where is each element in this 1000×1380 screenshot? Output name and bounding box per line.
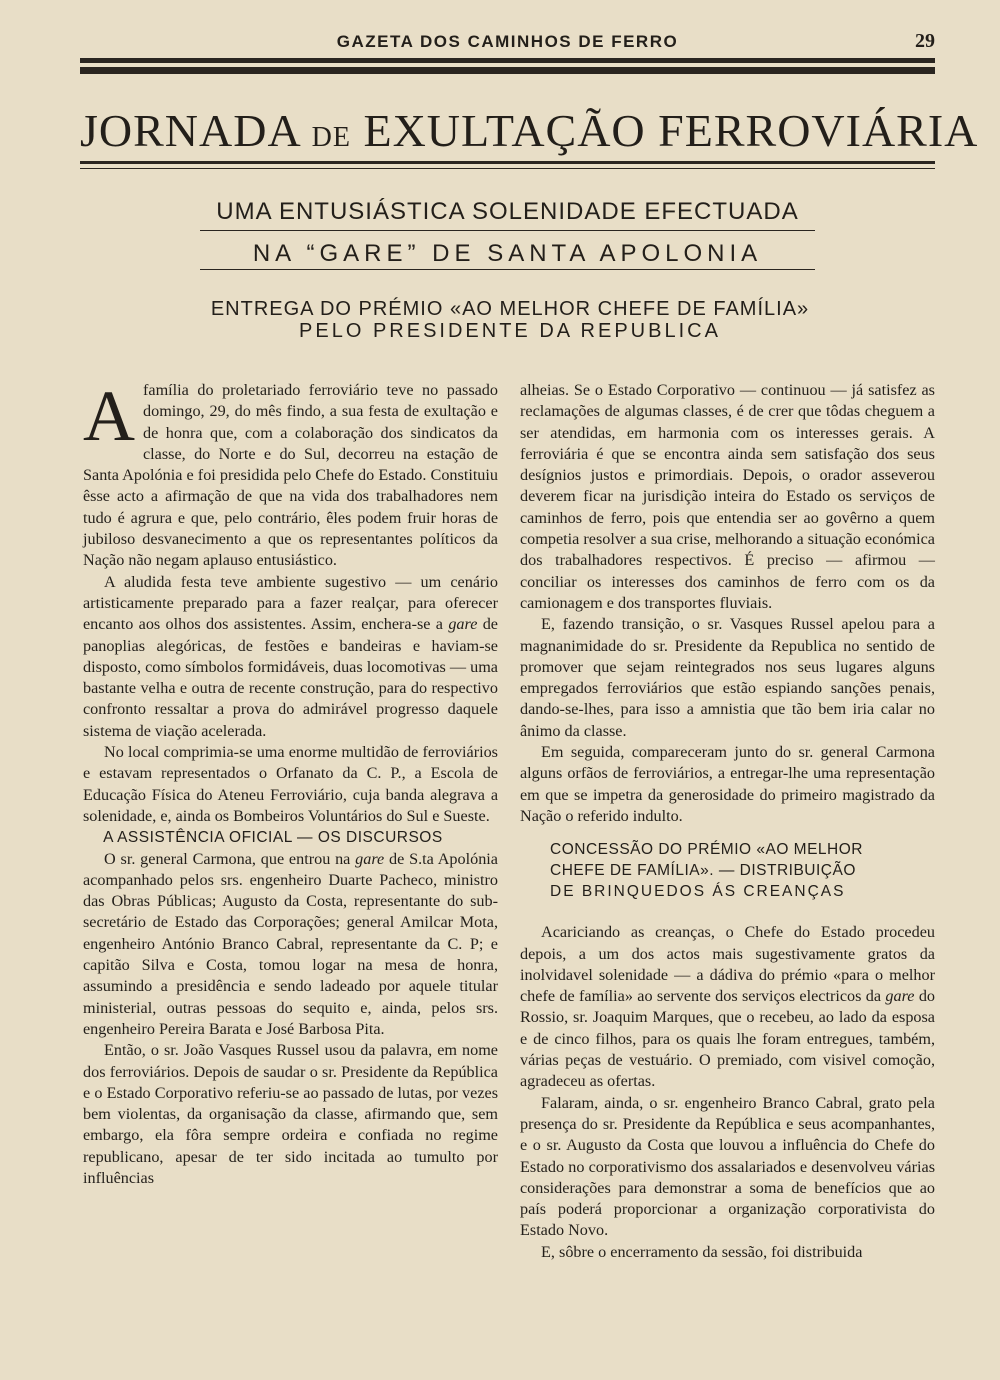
paragraph-9: Falaram, ainda, o sr. engenheiro Branco Cabral, grato pela presença do sr. Presidente da República e seus acompanhantes, e o sr. Augusto da Costa que louvou a influência do Chefe do Estado no corporativismo dos assalariados e desenvolveu várias considerações para demonstrar a soma de benefícios que ao país poderá proporcionar a organização corporativista do Estado Novo. — [520, 1093, 935, 1240]
title-rule-thick — [80, 161, 935, 164]
subtitle-line-2: NA “GARE” DE SANTA APOLONIA — [252, 240, 763, 267]
paragraph-4: O sr. general Carmona, que entrou na gare de S.ta Apolónia acompanhado pelos srs. engenheiro Duarte Pacheco, ministro das Obras Públicas; Augusto da Costa, representante do sub-secretário de Estado das Corporações; general Amilcar Mota, engenheiro António Branco Cabral, representante da C. P; e capitão Silva e Costa, tomou logar na mesa de honra, assumindo a presidência e sendo ladeado por aquele titular ministerial, outras pessoas do sequito e, ainda, pelos srs. engenheiro Pereira Barata e José Barbosa Pita. — [83, 849, 498, 1038]
header-rule-bottom — [80, 67, 935, 74]
subtitle-line-1: UMA ENTUSIÁSTICA SOLENIDADE EFECTUADA — [216, 198, 799, 225]
section-heading-concessao — [550, 839, 935, 902]
heading-line-1: CONCESSÃO DO PRÉMIO «AO MELHOR — [550, 841, 863, 859]
paragraph-continuation: alheias. Se o Estado Corporativo — continuou — já satisfez as reclamações de algumas classes, é de crer que tôdas cheguem a ser atendidas, em harmonia com os interesses gerais. A ferroviária é que se encontra ainda sem satisfação dos seus desígnios justos e primordiais. Depois, o orador asseverou deverem ficar na jurisdição inteira do Estado os serviços de caminhos de ferro, pois que entendia ser ao govêrno a quem competia resolver a sua crise, melhorando a situação económica dos trabalhadores respectivos. É preciso — afirmou — conciliar os interesses dos caminhos de ferro com os da camionagem e dos transportes fluviais. — [520, 381, 935, 612]
paragraph-7: Em seguida, compareceram junto do sr. general Carmona alguns orfãos de ferroviários, a entregar-lhe uma representação em que se impetra da generosidade do primeiro magistrado da Nação o referido indulto. — [520, 743, 935, 825]
header-rule-top — [80, 58, 935, 63]
title-part-2: EXULTAÇÃO FERROVIÁRIA — [363, 105, 979, 156]
right-column — [520, 380, 935, 1263]
paragraph-10: E, sôbre o encerramento da sessão, foi distribuida — [541, 1242, 863, 1261]
deck-line-2: PELO PRESIDENTE DA REPUBLICA — [299, 320, 721, 342]
paragraph-1: Afamília do proletariado ferroviário teve no passado domingo, 29, do mês findo, a sua festa de exultação e de honra que, com a colaboração dos sindicatos da classe, do Norte e do Sul, decorreu na estação de Santa Apolónia e foi presidida pelo Chefe do Estado. Constituiu êsse acto a afirmação de que na vida dos trabalhadores nem tudo é agrura e que, pelo contrário, êles podem fruir horas de jubiloso desvanecimento a que os representantes políticos da Nação não negam aplauso entusiástico. — [83, 376, 498, 570]
paragraph-8: Acariciando as creanças, o Chefe do Estado procedeu depois, a um dos actos mais sugestivamente gratos da inolvidavel solenidade — a dádiva do prémio «para o melhor chefe de família» ao servente dos serviços electricos da gare do Rossio, sr. Joaquim Marques, que o recebeu, ao lado da esposa e de cinco filhos, para os quais lhe foram entregues, também, várias peças de vestuário. O premiado, com visivel comoção, agradeceu as ofertas. — [520, 923, 935, 1091]
title-rule-thin — [80, 168, 935, 169]
running-head — [80, 30, 935, 54]
deck-line-1: ENTREGA DO PRÉMIO «AO MELHOR CHEFE DE FAMÍLIA» — [210, 298, 810, 320]
paragraph-6: E, fazendo transição, o sr. Vasques Russel apelou para a magnanimidade do sr. Presidente da Republica no sentido de promover que sejam reintegrados nos seus lugares alguns empregados ferroviários que estão espiando sanções penais, dando-se-lhes, para isso a amnistia que tão bem iria calar no ânimo da classe. — [520, 615, 935, 740]
article-title — [80, 105, 979, 156]
heading-line-2: CHEFE DE FAMÍLIA». — DISTRIBUIÇÃO — [550, 862, 856, 880]
title-part-small: DE — [311, 122, 351, 153]
heading-line-3: DE BRINQUEDOS ÁS CREANÇAS — [550, 883, 846, 901]
section-heading-assistencia: A ASSISTÊNCIA OFICIAL — OS DISCURSOS — [103, 829, 443, 847]
left-column — [83, 376, 498, 1189]
paragraph-2: A aludida festa teve ambiente sugestivo — um cenário artisticamente preparado para a fazer realçar, para oferecer encanto aos olhos dos assistentes. Assim, enchera-se a gare de panoplias alegóricas, de festões e bandeiras e haviam-se disposto, como símbolos formidáveis, duas locomotivas — uma bastante velha e outra de recente construção, para do respectivo confronto ressaltar a prova do admirável progresso daquele sistema de viação acelerada. — [83, 572, 498, 740]
subtitle-rule-2 — [200, 269, 815, 270]
paragraph-3: No local comprimia-se uma enorme multidão de ferroviários e estavam representados o Orfanato da C. P., a Escola de Educação Física do Ateneu Ferroviário, cuja banda alegrava a solenidade, e, ainda os Bombeiros Voluntários do Sul e Sueste. — [83, 743, 498, 825]
subtitle-rule-1 — [200, 230, 815, 231]
drop-cap: A — [83, 376, 135, 456]
paragraph-5: Então, o sr. João Vasques Russel usou da palavra, em nome dos ferroviários. Depois de saudar o sr. Presidente da República e o Estado Corporativo referiu-se ao passado de lutas, por vezes bem violentas, da organisação da classe, afirmando que, sem embargo, ela fôra sempre ordeira e confiada no regime republicano, apesar de ter sido incitada ao tumulto por influências — [83, 1041, 498, 1187]
title-part-1: JORNADA — [80, 105, 300, 156]
journal-name: GAZETA DOS CAMINHOS DE FERRO — [336, 32, 679, 51]
page-number: 29 — [915, 30, 935, 52]
